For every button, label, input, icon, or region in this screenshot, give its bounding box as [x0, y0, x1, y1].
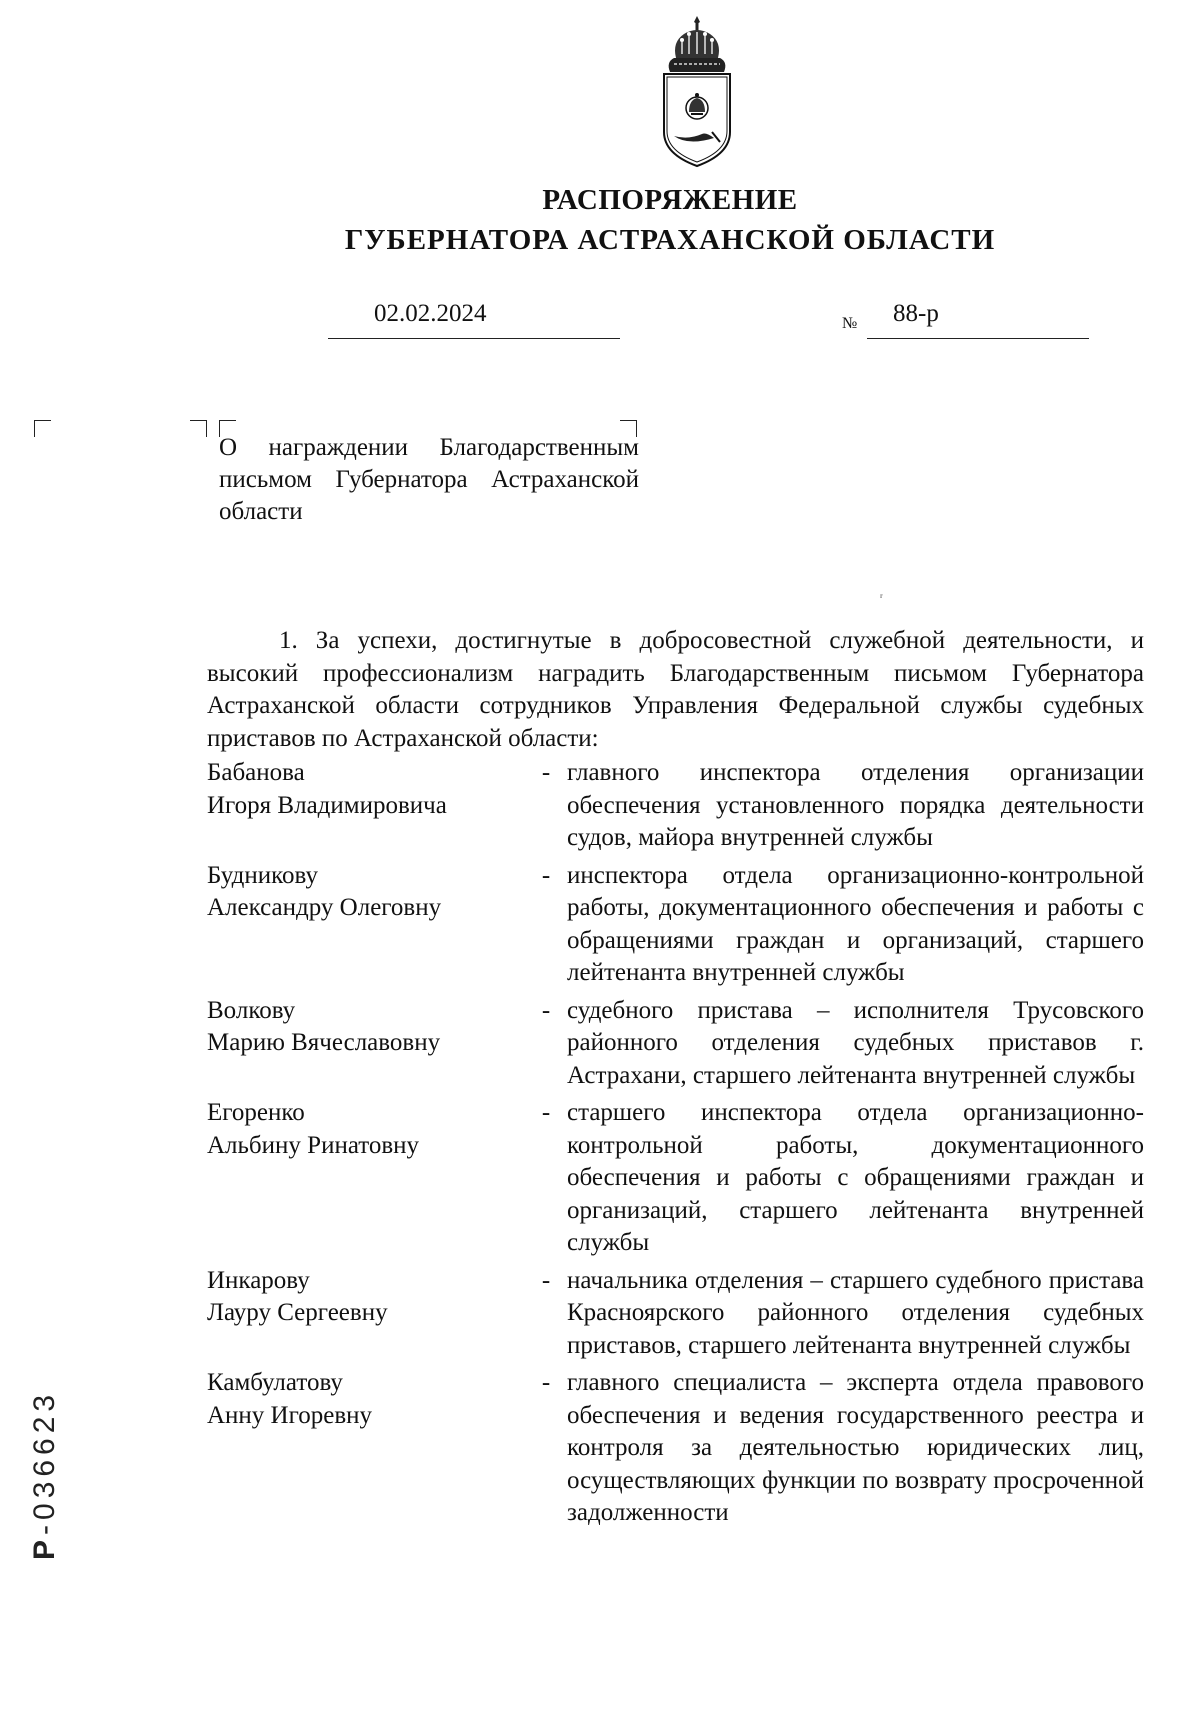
stray-mark: ᵣ	[880, 586, 883, 600]
awardee-list	[207, 757, 1144, 1535]
awardee-name	[207, 995, 525, 1093]
number-underline	[867, 338, 1089, 339]
awardee-given-name: Лауру Сергеевну	[207, 1299, 388, 1326]
corner-mark	[34, 420, 51, 437]
document-number: 88-р	[893, 300, 939, 327]
awardee-surname: Камбулатову	[207, 1369, 343, 1396]
registration-code-number: -036623	[28, 1389, 61, 1535]
awardee-surname: Бабанова	[207, 759, 305, 786]
awardee-position: главного инспектора отделения организации обеспечения установленного порядка деятельности судов, майора внутренней службы	[567, 759, 1144, 851]
document-title: РАСПОРЯЖЕНИЕ	[542, 184, 798, 216]
awardee-surname: Будникову	[207, 861, 318, 889]
document-issuer: ГУБЕРНАТОРА АСТРАХАНСКОЙ ОБЛАСТИ	[344, 224, 996, 256]
awardee-name	[207, 1265, 525, 1363]
list-item	[207, 860, 1144, 990]
awardee-position: начальника отделения – старшего судебного пристава Красноярского районного отделения судебных приставов, старшего лейтенанта внутренней службы	[567, 1266, 1144, 1359]
awardee-given-name: Игоря Владимировича	[207, 791, 447, 819]
awardee-name	[207, 1367, 525, 1530]
awardee-given-name: Марию Вячеславовну	[207, 1029, 441, 1056]
awardee-name	[207, 860, 525, 990]
corner-mark	[190, 420, 207, 437]
number-sign: №	[842, 315, 858, 332]
awardee-position: инспектора отдела организационно-контрольной работы, документационного обеспечения и работы с обращениями граждан и организаций, старшего лейтенанта внутренней службы	[567, 861, 1144, 986]
awardee-name	[207, 757, 525, 855]
separator-dash: -	[541, 759, 551, 786]
list-item	[207, 1367, 1144, 1530]
list-item	[207, 995, 1144, 1093]
awardee-surname: Волкову	[207, 996, 296, 1024]
coat-of-arms-icon	[658, 14, 736, 170]
list-item	[207, 1097, 1144, 1260]
document-subject: О награждении Благодарственным письмом Губернатора Астраханской области	[219, 434, 639, 525]
document-date: 02.02.2024	[374, 300, 487, 327]
awardee-given-name: Александру Олеговну	[207, 894, 442, 921]
awardee-surname: Егоренко	[207, 1099, 305, 1126]
awardee-given-name: Альбину Ринатовну	[207, 1131, 420, 1159]
registration-code-prefix: Р	[28, 1534, 61, 1560]
separator-dash: -	[541, 1266, 551, 1294]
order-paragraph	[207, 625, 1144, 755]
order-paragraph-text: 1. За успехи, достигнутые в добросовестной служебной деятельности, и высокий профессионализм наградить Благодарственным письмом Губернатора Астраханской области сотрудников Управления Федеральной службы судебных приставов по Астраханской области:	[207, 627, 1144, 752]
awardee-position: главного специалиста – эксперта отдела правового обеспечения и ведения государственного реестра и контроля за деятельностью юридических лиц, осуществляющих функции по возврату просроченной задолженности	[567, 1369, 1144, 1526]
separator-dash: -	[541, 1369, 551, 1396]
list-item	[207, 757, 1144, 855]
separator-dash: -	[541, 1099, 551, 1126]
separator-dash: -	[541, 861, 551, 889]
awardee-position: старшего инспектора отдела организационно-контрольной работы, документационного обеспечения и работы с обращениями граждан и организаций, старшего лейтенанта внутренней службы	[567, 1099, 1144, 1256]
list-item	[207, 1265, 1144, 1363]
awardee-given-name: Анну Игоревну	[207, 1401, 373, 1429]
date-underline	[328, 338, 620, 339]
awardee-name	[207, 1097, 525, 1260]
separator-dash: -	[541, 996, 551, 1024]
awardee-surname: Инкарову	[207, 1266, 310, 1294]
awardee-position: судебного пристава – исполнителя Трусовского районного отделения судебных приставов г. Астрахани, старшего лейтенанта внутренней службы	[567, 996, 1144, 1089]
registration-code	[28, 1390, 62, 1560]
